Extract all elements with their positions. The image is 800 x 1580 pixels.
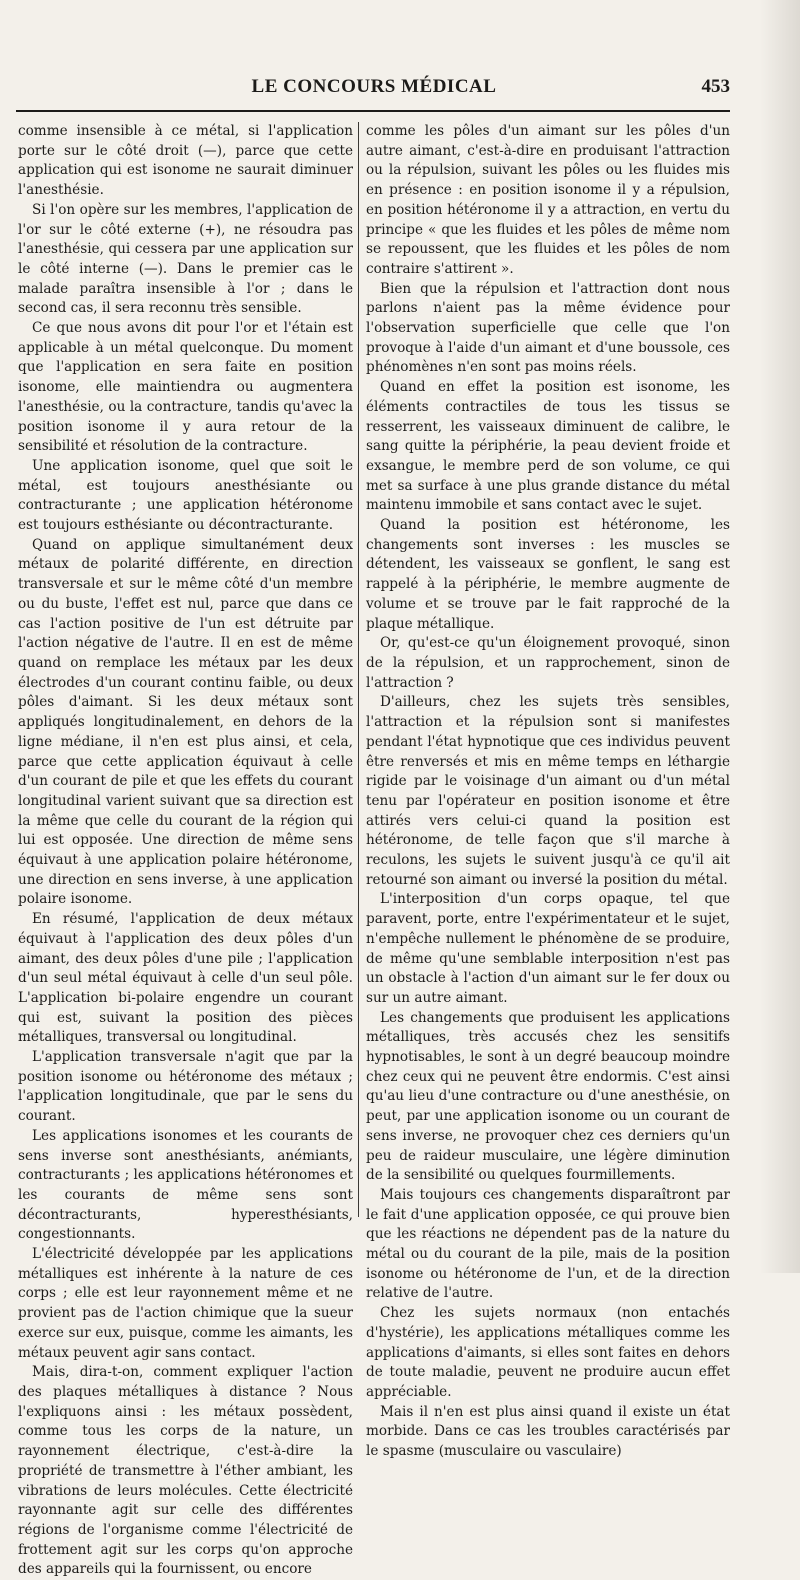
left-column — [18, 122, 353, 1578]
column-divider — [358, 122, 359, 1217]
page-edge-shadow — [760, 0, 800, 1273]
paragraph: Les changements que produisent les applications métalliques, très accusés chez les sensitifs hypnotisables, le sont à un degré beaucoup moindre chez ceux qui ne peuvent être endormis. C'est ainsi qu'au lieu d'une contracture ou d'une anesthésie, on peut, par une application isonome ou un courant de sens inverse, ne provoquer chez ces derniers qu'un peu de raideur musculaire, une légère diminution de la sensibilité ou quelques fourmillements. — [366, 1009, 730, 1184]
paragraph: L'application transversale n'agit que par la position isonome ou hétéronome des métaux ; l'application longitudinale, que par le sens du courant. — [18, 1049, 353, 1125]
header-rule — [16, 110, 730, 112]
paragraph: Quand la position est hétéronome, les changements sont inverses : les muscles se détendent, les vaisseaux se gonflent, le sang est rappelé à la périphérie, le membre augmente de volume et se trouve par le fait rapproché de la plaque métallique. — [366, 517, 730, 632]
paragraph: Bien que la répulsion et l'attraction dont nous parlons n'aient pas la même évidence pour l'observation superficielle que celle que l'on provoque à l'aide d'un aimant et d'une boussole, ces phénomènes n'en sont pas moins réels. — [366, 280, 730, 376]
paragraph: Mais, dira-t-on, comment expliquer l'action des plaques métalliques à distance ? Nous l'expliquons ainsi : les métaux possèdent, comme tous les corps de la nature, un rayonnement électrique, c'est-à-dire la propriété de transmettre à l'éther ambiant, les vibrations de leurs molécules. Cette électricité rayonnante agit sur celle des différentes régions de l'organisme comme l'électricité de frottement agit sur les corps qu'on approche des appareils qui la fournissent, ou encore — [18, 1364, 353, 1578]
paragraph: comme les pôles d'un aimant sur les pôles d'un autre aimant, c'est-à-dire en produisant l'attraction ou la répulsion, suivant les pôles ou les fluides mis en présence : en position isonome il y a répulsion, en position hétéronome il y a attraction, en vertu du principe « que les fluides et les pôles de même nom se repoussent, que les fluides et les pôles de nom contraire s'attirent ». — [366, 123, 730, 277]
journal-title: LE CONCOURS MÉDICAL — [251, 76, 497, 97]
paragraph: Si l'on opère sur les membres, l'application de l'or sur le côté externe (+), ne résoudra pas l'anesthésie, qui cessera par une application sur le côté interne (—). Dans le premier cas le malade paraîtra insensible à l'or ; dans le second cas, il sera reconnu très sensible. — [18, 201, 353, 317]
paragraph: Les applications isonomes et les courants de sens inverse sont anesthésiants, anémiants, contracturants ; les applications hétéronomes et les courants de même sens sont décontracturants, hyperesthésiants, congestionnants. — [18, 1127, 353, 1243]
paragraph: Quand on applique simultanément deux métaux de polarité différente, en direction transversale et sur le même côté d'un membre ou du buste, l'effet est nul, parce que dans ce cas l'action positive de l'un est détruite par l'action négative de l'autre. Il en est de même quand on remplace les métaux par les deux électrodes d'un courant continu faible, ou deux pôles d'aimant. Si les deux métaux sont appliqués longitudinalement, en dehors de la ligne médiane, il n'en est plus ainsi, et cela, parce que cette application équivaut à celle d'un courant de pile et que les effets du courant longitudinal varient suivant que sa direction est la même que celle du courant de la région qui lui est opposée. Une direction de même sens équivaut à une application polaire hétéronome, une direction en sens inverse, à une application polaire isonome. — [18, 536, 353, 908]
paragraph: Or, qu'est-ce qu'un éloignement provoqué, sinon de la répulsion, et un rapprochement, sinon de l'attraction ? — [366, 635, 730, 691]
paragraph: Mais il n'en est plus ainsi quand il existe un état morbide. Dans ce cas les troubles caractérisés par le spasme (musculaire ou vasculaire) — [366, 1403, 730, 1460]
paragraph: Quand en effet la position est isonome, les éléments contractiles de tous les tissus se resserrent, les vaisseaux diminuent de calibre, le sang quitte la périphérie, la peau devient froide et exsangue, le membre perd de son volume, ce qui met sa surface à une plus grande distance du métal maintenu immobile et sans contact avec le sujet. — [366, 379, 730, 514]
paragraph: comme insensible à ce métal, si l'application porte sur le côté droit (—), parce que cette application qui est isonome ne saurait diminuer l'anesthésie. — [18, 123, 353, 199]
paragraph: L'interposition d'un corps opaque, tel que paravent, porte, entre l'expérimentateur et le sujet, n'empêche nullement le phénomène de se produire, de même qu'une semblable interposition n'est pas un obstacle à l'action d'un aimant sur le fer doux ou sur un autre aimant. — [366, 891, 730, 1006]
paragraph: D'ailleurs, chez les sujets très sensibles, l'attraction et la répulsion sont si manifestes pendant l'état hypnotique que ces individus peuvent être renversés et mis en même temps en léthargie rigide par le voisinage d'un aimant ou d'un métal tenu par l'opérateur en position isonome et être attirés vers celui-ci quand la position est hétéronome, de telle façon que s'il marche à reculons, les sujets le suivent jusqu'à ce qu'il ait retourné son aimant ou inversé la position du métal. — [366, 694, 730, 888]
paragraph: Mais toujours ces changements disparaîtront par le fait d'une application opposée, ce qui prouve bien que les réactions ne dépendent pas de la nature du métal ou du courant de la pile, mais de la position isonome ou hétéronome de l'un, et de la direction relative de l'autre. — [366, 1186, 730, 1302]
right-column — [366, 122, 730, 1460]
running-header — [18, 76, 730, 104]
paragraph: Ce que nous avons dit pour l'or et l'étain est applicable à un métal quelconque. Du moment que l'application en sera faite en position isonome, elle maintiendra ou augmentera l'anesthésie, ou la contracture, tandis qu'avec la position isonome il y aura retour de la sensibilité et résolution de la contracture. — [18, 320, 353, 455]
paragraph: L'électricité développée par les applications métalliques est inhérente à la nature de ces corps ; elle est leur rayonnement même et ne provient pas de l'action chimique que la sueur exerce sur eux, puisque, comme les aimants, les métaux peuvent agir sans contact. — [18, 1246, 353, 1361]
paragraph: Chez les sujets normaux (non entachés d'hystérie), les applications métalliques comme les applications d'aimants, si elles sont faites en dehors de toute maladie, peuvent ne produire aucun effet appréciable. — [366, 1305, 730, 1400]
paragraph: En résumé, l'application de deux métaux équivaut à l'application des deux pôles d'un aimant, des deux pôles d'une pile ; l'application d'un seul métal équivaut à celle d'un seul pôle. L'application bi-polaire engendre un courant qui est, suivant la position des pièces métalliques, transversal ou longitudinal. — [18, 911, 353, 1046]
page-number: 453 — [701, 76, 730, 97]
paragraph: Une application isonome, quel que soit le métal, est toujours anesthésiante ou contracturante ; une application hétéronome est toujours esthésiante ou décontracturante. — [18, 457, 353, 534]
